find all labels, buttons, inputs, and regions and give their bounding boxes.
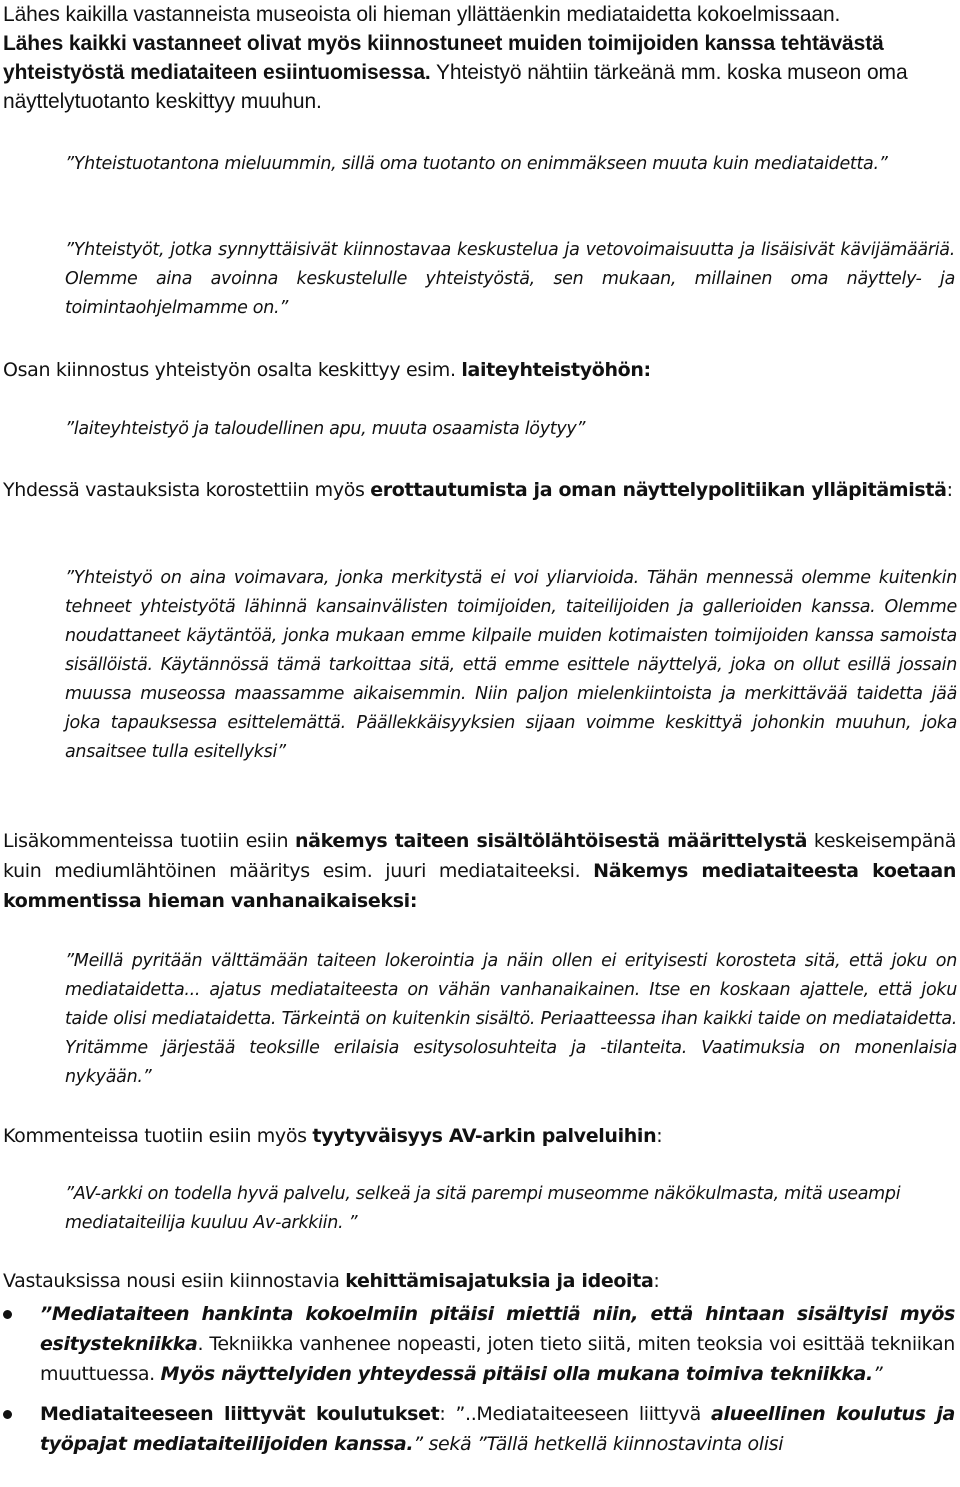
av-text: Kommenteissa tuotiin esiin myös — [3, 1125, 313, 1147]
erottautuminen-text: Yhdessä vastauksista korostettiin myös — [3, 479, 371, 501]
list-item — [0, 1399, 955, 1459]
av-end: : — [656, 1125, 663, 1147]
bullet2-text: : ”..Mediataiteeseen liittyvä — [439, 1403, 712, 1425]
bullet1-end: ” — [872, 1363, 883, 1385]
nakemys-text2: keskeisempänä kuin mediumlähtöinen määritys esim. juuri mediataiteeksi. — [3, 830, 957, 882]
paragraph-nakemys — [3, 826, 956, 916]
bullet2-bold2: alueellinen koulutus ja työpajat mediataiteilijoiden kanssa. — [40, 1403, 955, 1455]
nakemys-bold2: Näkemys mediataiteesta koetaan kommentissa hieman vanhanaikaiseksi: — [3, 860, 956, 912]
nakemys-bold1: näkemys taiteen sisältölähtöisestä määrittelystä — [294, 830, 808, 852]
paragraph-av-arkki — [3, 1121, 953, 1151]
erottautuminen-end: : — [946, 479, 953, 501]
ideat-bold: kehittämisajatuksia ja ideoita — [345, 1270, 654, 1292]
bullet1-text: . Tekniikka vanhenee nopeasti, joten tieto siitä, miten teoksia voi esittää tekniikan muuttuessa. — [40, 1333, 955, 1385]
bullet1-bold2: Myös näyttelyiden yhteydessä pitäisi olla mukana toimiva tekniikka. — [160, 1363, 873, 1385]
bullet-icon — [3, 1410, 12, 1419]
erottautuminen-bold: erottautumista ja oman näyttelypolitiikan ylläpitämistä — [370, 479, 947, 501]
ideas-list — [0, 1299, 960, 1469]
laite-text: Osan kiinnostus yhteistyön osalta keskittyy esim. — [3, 359, 462, 381]
paragraph-erottautuminen — [3, 475, 953, 505]
bullet-icon — [3, 1310, 12, 1319]
quote-yhteistyot: ”Yhteistyöt, jotka synnyttäisivät kiinnostavaa keskustelua ja vetovoimaisuutta ja lisäisivät kävijämääriä. Olemme aina avoinna keskustelulle yhteistyöstä, sen mukaan, millainen oma näyttely- ja toimintaohjelmamme on.” — [65, 240, 955, 318]
quote-lokerointi: ”Meillä pyritään välttämään taiteen lokerointia ja näin ollen ei erityisesti korosteta sitä, että joku on mediataidetta... ajatus mediataiteesta on vähän vanhanaikainen. Itse en koskaan ajattele, että joku taide olisi mediataidetta. Tärkeintä on kuitenkin sisältö. Periaatteessa ihan kaikki taide on mediataidetta. Yritämme järjestää teoksille erilaisia esitysolosuhteita ja -tilanteita. Vaatimuksia on monenlaisia nykyään.” — [65, 951, 957, 1087]
bullet1-bold: ”Mediataiteen hankinta kokoelmiin pitäisi miettiä niin, että hintaan sisältyisi myös esitystekniikka — [40, 1303, 955, 1355]
paragraph-laiteyhteistyo — [3, 355, 953, 385]
intro-bold-text: Lähes kaikki vastanneet olivat myös kiinnostuneet muiden toimijoiden kanssa tehtävästä yhteistyöstä mediataiteen esiintuomisessa. — [3, 32, 884, 84]
bullet2-bold: Mediataiteeseen liittyvät koulutukset — [40, 1403, 440, 1425]
ideat-text: Vastauksissa nousi esiin kiinnostavia — [3, 1270, 346, 1292]
quote-laiteyhteistyo: ”laiteyhteistyö ja taloudellinen apu, muuta osaamista löytyy” — [65, 419, 586, 439]
quote-av-arkki: ”AV-arkki on todella hyvä palvelu, selkeä ja sitä parempi museomme näkökulmasta, mitä useampi mediataiteilija kuuluu Av-arkkiin. ” — [65, 1184, 901, 1233]
av-bold: tyytyväisyys AV-arkin palveluihin — [312, 1125, 657, 1147]
list-item — [0, 1299, 955, 1389]
nakemys-text1: Lisäkommenteissa tuotiin esiin — [3, 830, 295, 852]
quote-voimavara: ”Yhteistyö on aina voimavara, jonka merkitystä ei voi yliarvioida. Tähän mennessä olemme kuitenkin tehneet yhteistyötä lähinnä kansainvälisten toimijoiden, taiteilijoiden ja gallerioiden kanssa. Olemme noudattaneet käytäntöä, jonka mukaan emme kilpaile muiden kotimaisten toimijoiden kanssa samoista sisällöistä. Käytännössä tämä tarkoittaa sitä, että emme esittele näyttelyä, joka on ollut esillä jossain muussa museossa maassamme aikaisemmin. Niin paljon mielenkiintoista ja merkittävää taidetta jää joka tapauksessa esittelemättä. Päällekkäisyyksien sijaan voimme keskittyä johonkin muuhun, joka ansaitsee tulla esitellyksi” — [65, 568, 957, 762]
quote-yhteistuotanto: ”Yhteistuotantona mieluummin, sillä oma tuotanto on enimmäkseen muuta kuin mediataidetta.” — [65, 154, 888, 174]
paragraph-ideat — [3, 1266, 953, 1296]
bullet2-text2: ” sekä ”Tällä hetkellä kiinnostavinta olisi — [413, 1433, 784, 1455]
ideat-end: : — [653, 1270, 660, 1292]
laite-bold: laiteyhteistyöhön: — [461, 359, 651, 381]
intro-rest-text: Yhteistyö nähtiin tärkeänä mm. koska museon oma näyttelytuotanto keskittyy muuhun. — [3, 61, 908, 113]
intro-paragraph — [3, 0, 953, 116]
intro-line: Lähes kaikilla vastanneista museoista oli hieman yllättäenkin mediataidetta kokoelmissaan. — [3, 3, 841, 26]
